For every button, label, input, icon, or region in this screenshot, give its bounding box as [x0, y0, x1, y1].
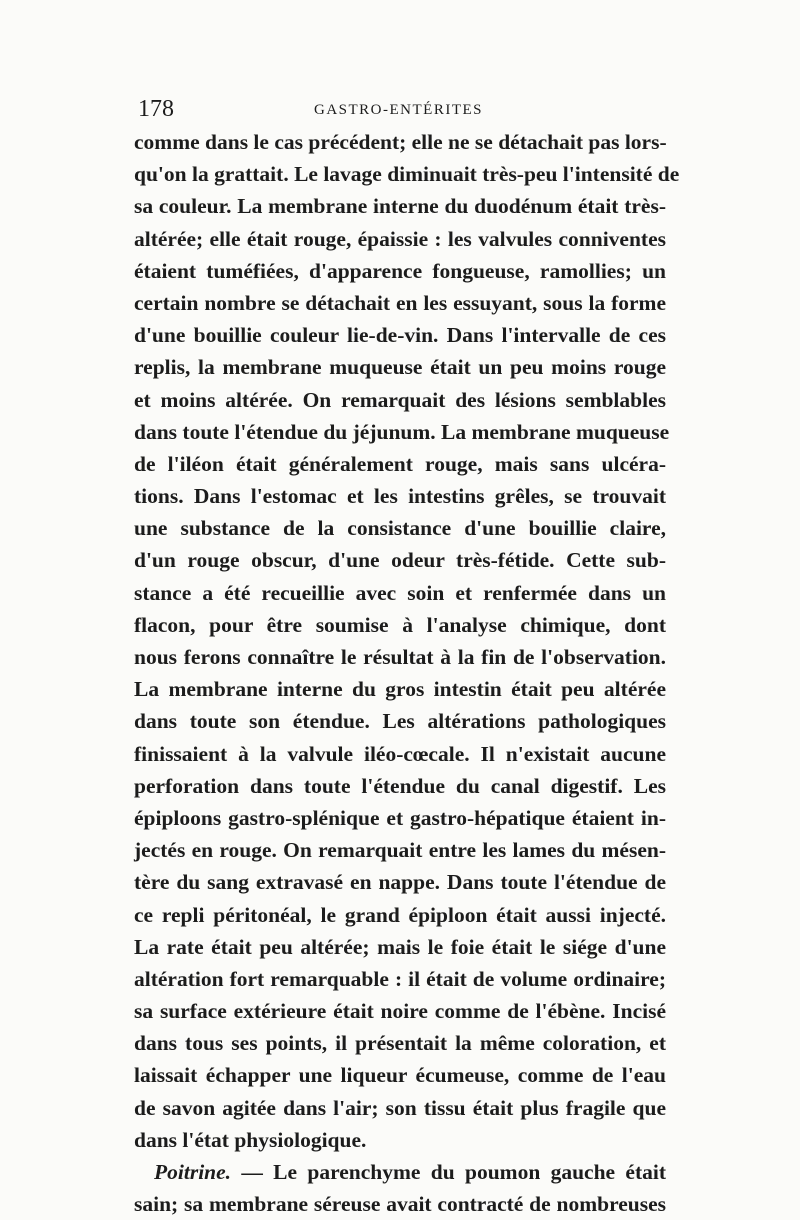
text-line: altérée; elle était rouge, épaissie : les valvules conniventes [134, 226, 666, 251]
text-line: dans toute son étendue. Les altérations pathologiques [134, 709, 666, 734]
text-line: La membrane interne du gros intestin était peu altérée [134, 677, 666, 702]
text-line: étaient tuméfiées, d'apparence fongueuse, ramollies; un [134, 258, 666, 283]
text-line: replis, la membrane muqueuse était un peu moins rouge [134, 355, 666, 380]
text-line: comme dans le cas précédent; elle ne se détachait pas lors- [134, 130, 667, 154]
text-line: laissait échapper une liqueur écumeuse, comme de l'eau [134, 1063, 666, 1088]
text-line: sain; sa membrane séreuse avait contracté de nombreuses [134, 1192, 666, 1217]
body-text [134, 126, 680, 1220]
text-line: qu'on la grattait. Le lavage diminuait très-peu l'intensité de [134, 162, 680, 187]
text-line: épiploons gastro-splénique et gastro-hépatique étaient in- [134, 805, 666, 830]
text-line: ce repli péritonéal, le grand épiploon était aussi injecté. [134, 902, 666, 927]
text-line: de savon agitée dans l'air; son tissu était plus fragile que [134, 1095, 666, 1120]
text-line: altération fort remarquable : il était de volume ordinaire; [134, 966, 666, 991]
running-head: GASTRO-ENTÉRITES [314, 102, 483, 118]
text-line: certain nombre se détachait en les essuyant, sous la forme [134, 290, 666, 315]
text-line: La rate était peu altérée; mais le foie était le siége d'une [134, 934, 666, 959]
page-number: 178 [138, 96, 174, 122]
section-heading-poitrine: Poitrine. [154, 1160, 232, 1184]
text-line: perforation dans toute l'étendue du canal digestif. Les [134, 773, 666, 798]
text-line: flacon, pour être soumise à l'analyse chimique, dont [134, 612, 666, 637]
text-line: dans l'état physiologique. [134, 1127, 367, 1152]
text-line: finissaient à la valvule iléo-cœcale. Il n'existait aucune [134, 741, 666, 766]
text-line: et moins altérée. On remarquait des lésions semblables [134, 387, 666, 412]
text-line: une substance de la consistance d'une bouillie claire, [134, 516, 666, 541]
text-line: de l'iléon était généralement rouge, mais sans ulcéra- [134, 451, 666, 476]
text-line: dans tous ses points, il présentait la même coloration, et [134, 1031, 666, 1056]
text-line: sa surface extérieure était noire comme de l'ébène. Incisé [134, 999, 666, 1024]
text-line: d'une bouillie couleur lie-de-vin. Dans l'intervalle de ces [134, 323, 666, 348]
page-header [134, 92, 666, 126]
paragraph-poitrine-first-line [134, 1156, 666, 1188]
text-line: sa couleur. La membrane interne du duodénum était très- [134, 194, 666, 219]
text-line: dans toute l'étendue du jéjunum. La membrane muqueuse [134, 419, 670, 444]
text-line: jectés en rouge. On remarquait entre les lames du mésen- [134, 838, 666, 863]
text-line: tions. Dans l'estomac et les intestins grêles, se trouvait [134, 484, 666, 509]
text-line: stance a été recueillie avec soin et renfermée dans un [134, 580, 666, 605]
text-line-segment: — Le parenchyme du poumon gauche était [231, 1160, 666, 1184]
text-line: tère du sang extravasé en nappe. Dans toute l'étendue de [134, 870, 666, 895]
text-line: d'un rouge obscur, d'une odeur très-fétide. Cette sub- [134, 548, 666, 573]
text-line: nous ferons connaître le résultat à la fin de l'observation. [134, 645, 666, 669]
